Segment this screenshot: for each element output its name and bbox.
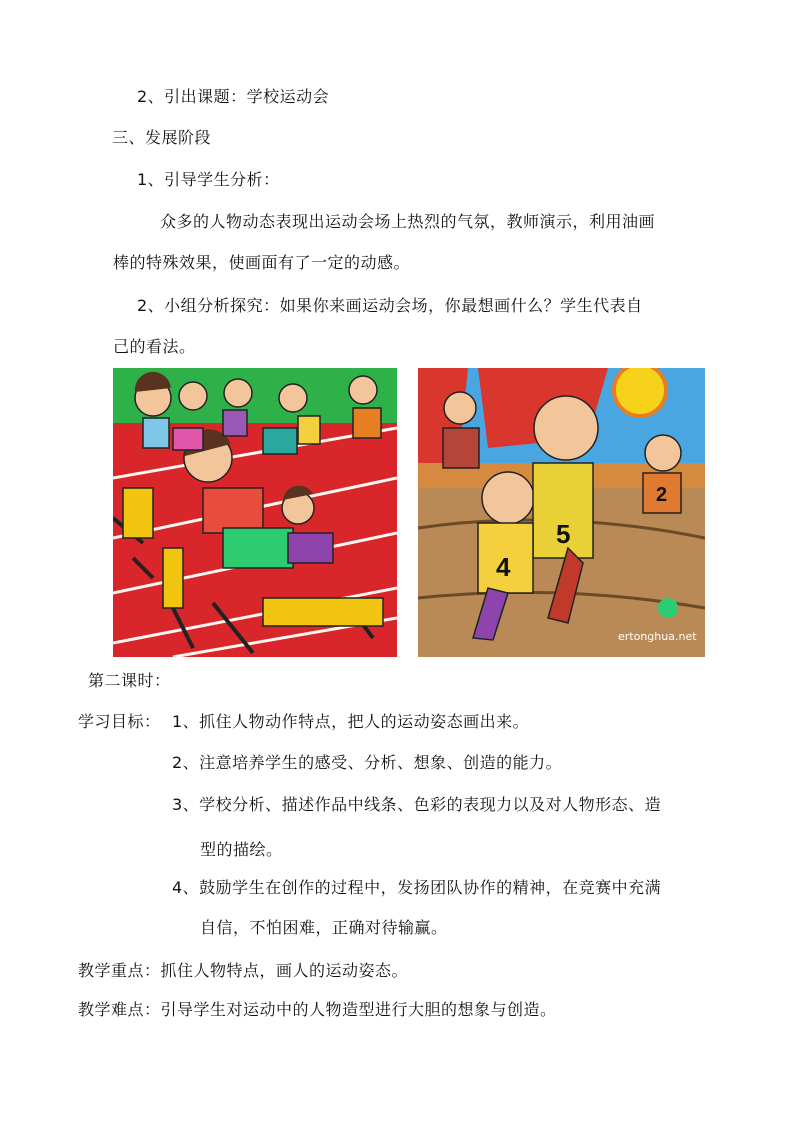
goal-item-continued: 自信，不怕困难，正确对待输赢。 bbox=[200, 918, 448, 937]
paragraph-line: 2、小组分析探究：如果你来画运动会场，你最想画什么？学生代表自 bbox=[137, 296, 643, 315]
children-running-painting bbox=[418, 368, 705, 657]
watermark-text: ertonghua.net bbox=[618, 630, 697, 643]
jersey-number-2: 2 bbox=[656, 484, 668, 506]
jersey-number-4: 4 bbox=[496, 552, 511, 582]
paragraph-line: 己的看法。 bbox=[113, 337, 196, 356]
goal-item: 1、抓住人物动作特点，把人的运动姿态画出来。 bbox=[172, 712, 530, 731]
goals-label: 学习目标： bbox=[78, 712, 161, 731]
text-line: 1、引导学生分析： bbox=[137, 170, 280, 189]
difficulty-point: 教学难点：引导学生对运动中的人物造型进行大胆的想象与创造。 bbox=[78, 1000, 557, 1019]
goal-item: 2、注意培养学生的感受、分析、想象、创造的能力。 bbox=[172, 753, 563, 772]
goal-item: 4、鼓励学生在创作的过程中，发扬团队协作的精神，在竞赛中充满 bbox=[172, 878, 662, 897]
hurdle-race-painting bbox=[113, 368, 397, 657]
goal-item-continued: 型的描绘。 bbox=[200, 840, 283, 859]
jersey-number-5: 5 bbox=[556, 519, 571, 549]
paragraph-line: 众多的人物动态表现出运动会场上热烈的气氛，教师演示，利用油画 bbox=[160, 212, 656, 231]
text-line: 2、引出课题：学校运动会 bbox=[137, 87, 330, 106]
section-heading: 三、发展阶段 bbox=[112, 128, 212, 147]
lesson-heading: 第二课时： bbox=[88, 671, 171, 690]
paragraph-line: 棒的特殊效果，使画面有了一定的动感。 bbox=[113, 253, 411, 272]
key-point: 教学重点：抓住人物特点，画人的运动姿态。 bbox=[78, 961, 409, 980]
goal-item: 3、学校分析、描述作品中线条、色彩的表现力以及对人物形态、造 bbox=[172, 795, 662, 814]
